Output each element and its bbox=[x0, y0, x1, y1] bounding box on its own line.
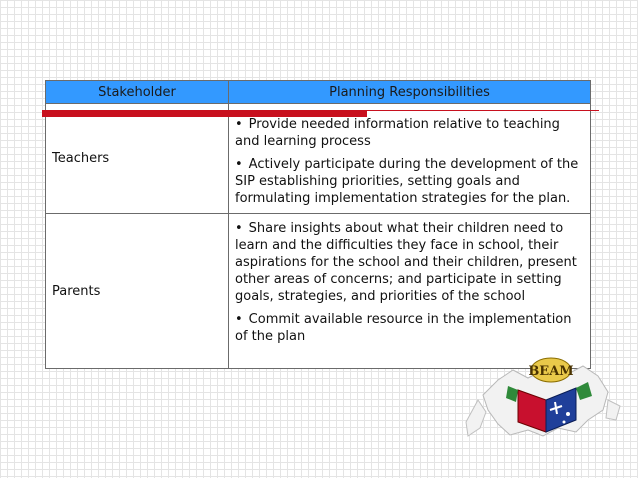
beam-logo bbox=[458, 340, 628, 450]
list-item: • Commit available resource in the implementation of the plan bbox=[235, 312, 572, 344]
header-stakeholder: Stakeholder bbox=[46, 81, 229, 104]
list-item: • Share insights about what their children need to learn and the difficulties they face in school, their aspirations for the school and their children, present other areas of concerns; and participate in setting goals, strategies, and priorities of the school bbox=[235, 221, 577, 304]
title-underline-bar bbox=[42, 110, 367, 117]
responsibilities-cell-teachers bbox=[229, 104, 591, 214]
bullet-icon: • bbox=[235, 117, 243, 132]
table-header-row bbox=[46, 81, 591, 104]
stakeholder-cell-parents: Parents bbox=[46, 214, 229, 369]
stakeholder-cell-teachers: Teachers bbox=[46, 104, 229, 214]
table-row bbox=[46, 104, 591, 214]
list-item: • Actively participate during the development of the SIP establishing priorities, setting goals and formulating implementation strategies for the plan. bbox=[235, 157, 579, 206]
list-item: • Provide needed information relative to teaching and learning process bbox=[235, 117, 560, 149]
stakeholder-table bbox=[45, 80, 591, 369]
bullet-icon: • bbox=[235, 312, 243, 327]
header-responsibilities: Planning Responsibilities bbox=[229, 81, 591, 104]
title-underline-line bbox=[367, 110, 599, 111]
bullet-icon: • bbox=[235, 157, 243, 172]
bullet-icon: • bbox=[235, 221, 243, 236]
logo-text: BEAM bbox=[528, 364, 574, 379]
